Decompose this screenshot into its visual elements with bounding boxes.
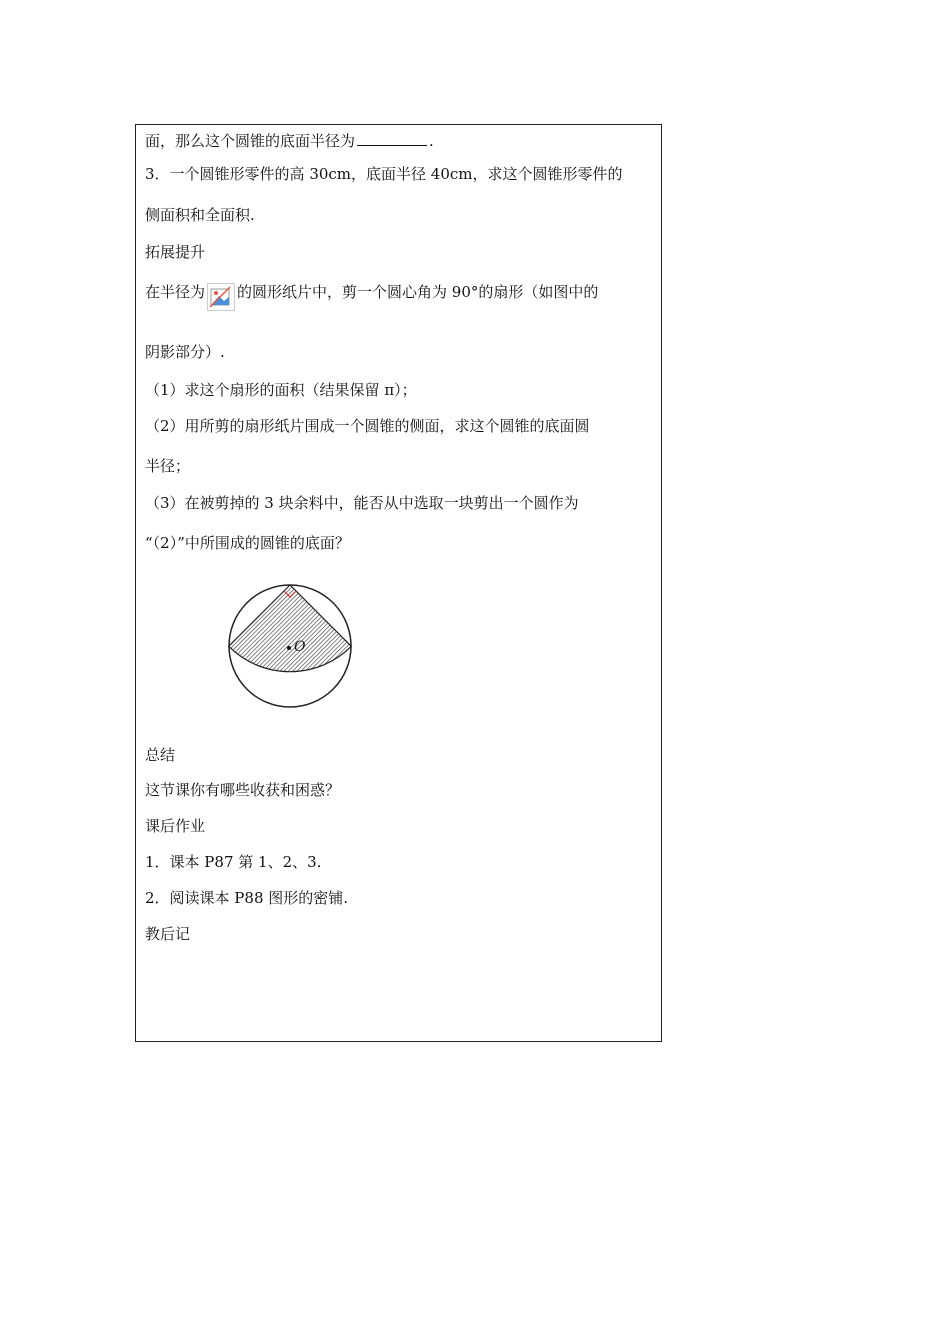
text-line-2: 3．一个圆锥形零件的高 30cm，底面半径 40cm，求这个圆锥形零件的 [145, 165, 623, 183]
line-5-post: 的圆形纸片中，剪一个圆心角为 90°的扇形（如图中的 [237, 283, 599, 301]
question-3: （3）在被剪掉的 3 块余料中，能否从中选取一块剪出一个圆作为 [145, 494, 579, 512]
section-heading-reflection: 教后记 [145, 925, 191, 943]
answer-blank [357, 131, 427, 146]
section-heading-summary: 总结 [145, 746, 176, 764]
shaded-sector [229, 585, 352, 672]
section-heading-homework: 课后作业 [145, 817, 206, 835]
line-1-end: . [429, 132, 434, 150]
question-2: （2）用所剪的扇形纸片围成一个圆锥的侧面，求这个圆锥的底面圆 [145, 417, 590, 435]
section-heading-extension: 拓展提升 [145, 243, 206, 261]
center-label: O [294, 639, 306, 655]
text-line-11: “（2）”中所围成的圆锥的底面？ [145, 534, 350, 552]
circle-sector-figure [222, 580, 362, 714]
line-5-pre: 在半径为 [145, 283, 206, 301]
question-1: （1）求这个扇形的面积（结果保留 π）； [145, 381, 417, 399]
text-line-5 [145, 279, 598, 307]
broken-image-icon [207, 283, 235, 311]
text-line-9: 半径； [145, 457, 191, 475]
line-1-text: 面，那么这个圆锥的底面半径为 [145, 132, 356, 150]
text-line-13: 这节课你有哪些收获和困惑？ [145, 781, 341, 799]
homework-item-2: 2．阅读课本 P88 图形的密铺. [145, 889, 349, 907]
center-point [287, 646, 291, 650]
text-line-6: 阴影部分）. [145, 343, 225, 361]
text-line-1 [145, 131, 434, 151]
text-line-3: 侧面积和全面积. [145, 206, 255, 224]
homework-item-1: 1．课本 P87 第 1、2、3. [145, 853, 322, 871]
